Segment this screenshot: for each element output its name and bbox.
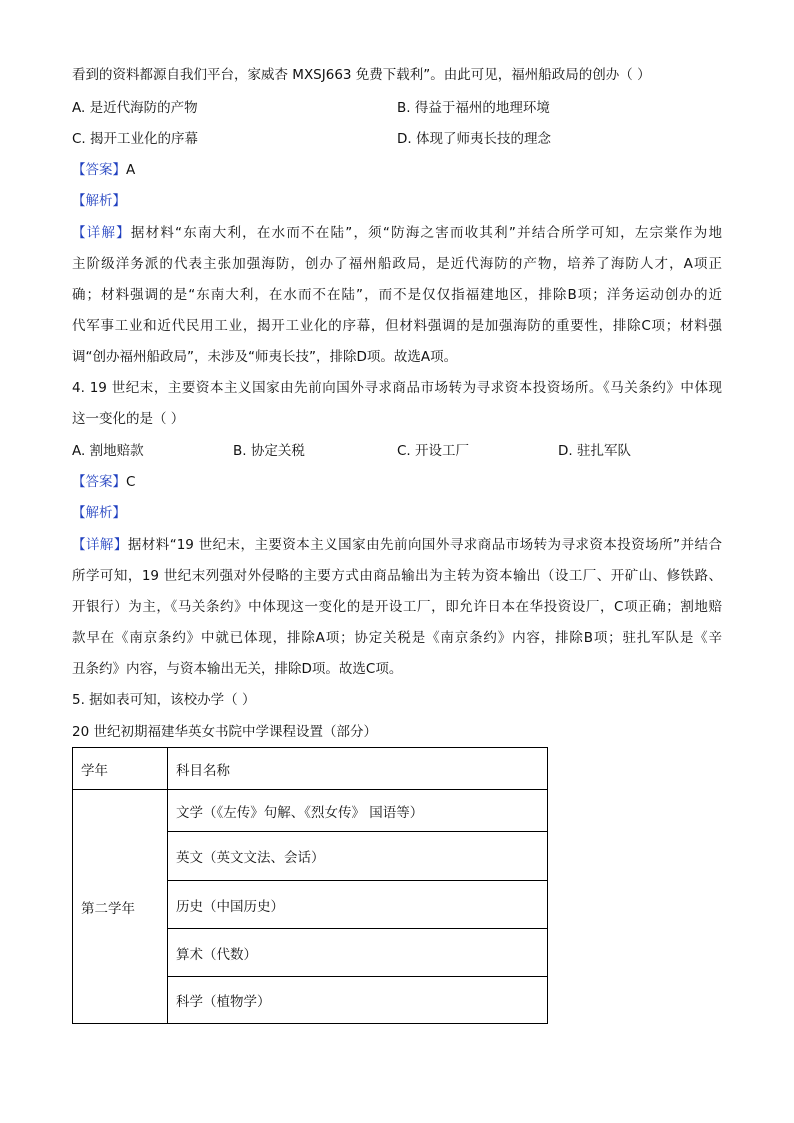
q4-detail-line: 【详解】据材料“19 世纪末，主要资本主义国家由先前向国外寻求商品市场转为寻求资本投资场所”并结合 — [72, 537, 722, 553]
q3-option-c: C. 揭开工业化的序幕 — [72, 131, 199, 147]
q3-analysis-tag: 【解析】 — [72, 193, 126, 209]
q3-detail-line: 确；材料强调的是“东南大利，在水而不在陆”，而不是仅仅指福建地区，排除B项；洋务运动创办的近 — [72, 287, 722, 303]
header-subject: 科目名称 — [168, 748, 548, 790]
q4-answer — [72, 472, 135, 492]
subject-cell: 英文（英文文法、会话） — [168, 832, 548, 881]
q4-option-c: C. 开设工厂 — [397, 443, 470, 459]
q4-detail-line: 款早在《南京条约》中就已体现，排除A项；协定关税是《南京条约》内容，排除B项；驻扎军队是《辛 — [72, 630, 722, 646]
header-year: 学年 — [73, 748, 168, 790]
q3-detail-line: 调“创办福州船政局”，未涉及“师夷长技”，排除D项。故选A项。 — [72, 349, 458, 365]
q4-analysis-tag: 【解析】 — [72, 505, 126, 521]
subject-cell: 文学（《左传》句解、《烈女传》 国语等） — [168, 790, 548, 832]
detail-tag: 【详解】 — [72, 225, 131, 241]
q3-option-a: A. 是近代海防的产物 — [72, 100, 198, 116]
answer-tag: 【答案】 — [72, 162, 126, 178]
detail-tag: 【详解】 — [72, 537, 128, 553]
q4-option-b: B. 协定关税 — [233, 443, 305, 459]
q3-stem: 看到的资料都源自我们平台，家威杏 MXSJ663 免费下载利”。由此可见，福州船政局的创办（ ） — [72, 67, 651, 83]
subject-cell: 算术（代数） — [168, 929, 548, 977]
year-cell: 第二学年 — [73, 790, 168, 1024]
subject-cell: 科学（植物学） — [168, 977, 548, 1024]
q3-detail-line: 主阶级洋务派的代表主张加强海防，创办了福州船政局，是近代海防的产物，培养了海防人才，A项正 — [72, 256, 722, 272]
table-header-row — [73, 748, 548, 790]
answer-tag: 【答案】 — [72, 474, 126, 490]
q5-stem: 5. 据如表可知，该校办学（ ） — [72, 692, 256, 708]
q4-option-d: D. 驻扎军队 — [558, 443, 631, 459]
q4-detail-line: 丑条约》内容，与资本输出无关，排除D项。故选C项。 — [72, 661, 403, 677]
q4-stem-line: 这一变化的是（ ） — [72, 411, 185, 427]
q4-stem-line: 4. 19 世纪末，主要资本主义国家由先前向国外寻求商品市场转为寻求资本投资场所。《马关条约》中体现 — [72, 380, 722, 396]
q3-detail-line: 代军事工业和近代民用工业，揭开工业化的序幕，但材料强调的是加强海防的重要性，排除C项；材料强 — [72, 318, 722, 334]
q4-detail-line: 开银行）为主，《马关条约》中体现这一变化的是开设工厂，即允许日本在华投资设厂，C项正确；割地赔 — [72, 599, 722, 615]
answer-value: C — [126, 474, 136, 490]
course-table — [72, 747, 548, 1024]
q4-option-a: A. 割地赔款 — [72, 443, 144, 459]
table-row — [73, 790, 548, 832]
subject-cell: 历史（中国历史） — [168, 881, 548, 929]
answer-value: A — [126, 162, 136, 178]
q4-detail-line: 所学可知，19 世纪末列强对外侵略的主要方式由商品输出为主转为资本输出（设工厂、开矿山、修铁路、 — [72, 568, 722, 584]
q3-detail-line: 【详解】据材料“东南大利，在水而不在陆”，须“防海之害而收其利”并结合所学可知，左宗棠作为地 — [72, 225, 722, 241]
q3-option-b: B. 得益于福州的地理环境 — [397, 100, 550, 116]
q3-option-d: D. 体现了师夷长技的理念 — [397, 131, 551, 147]
table-caption: 20 世纪初期福建华英女书院中学课程设置（部分） — [72, 724, 377, 740]
q3-answer — [72, 160, 135, 180]
